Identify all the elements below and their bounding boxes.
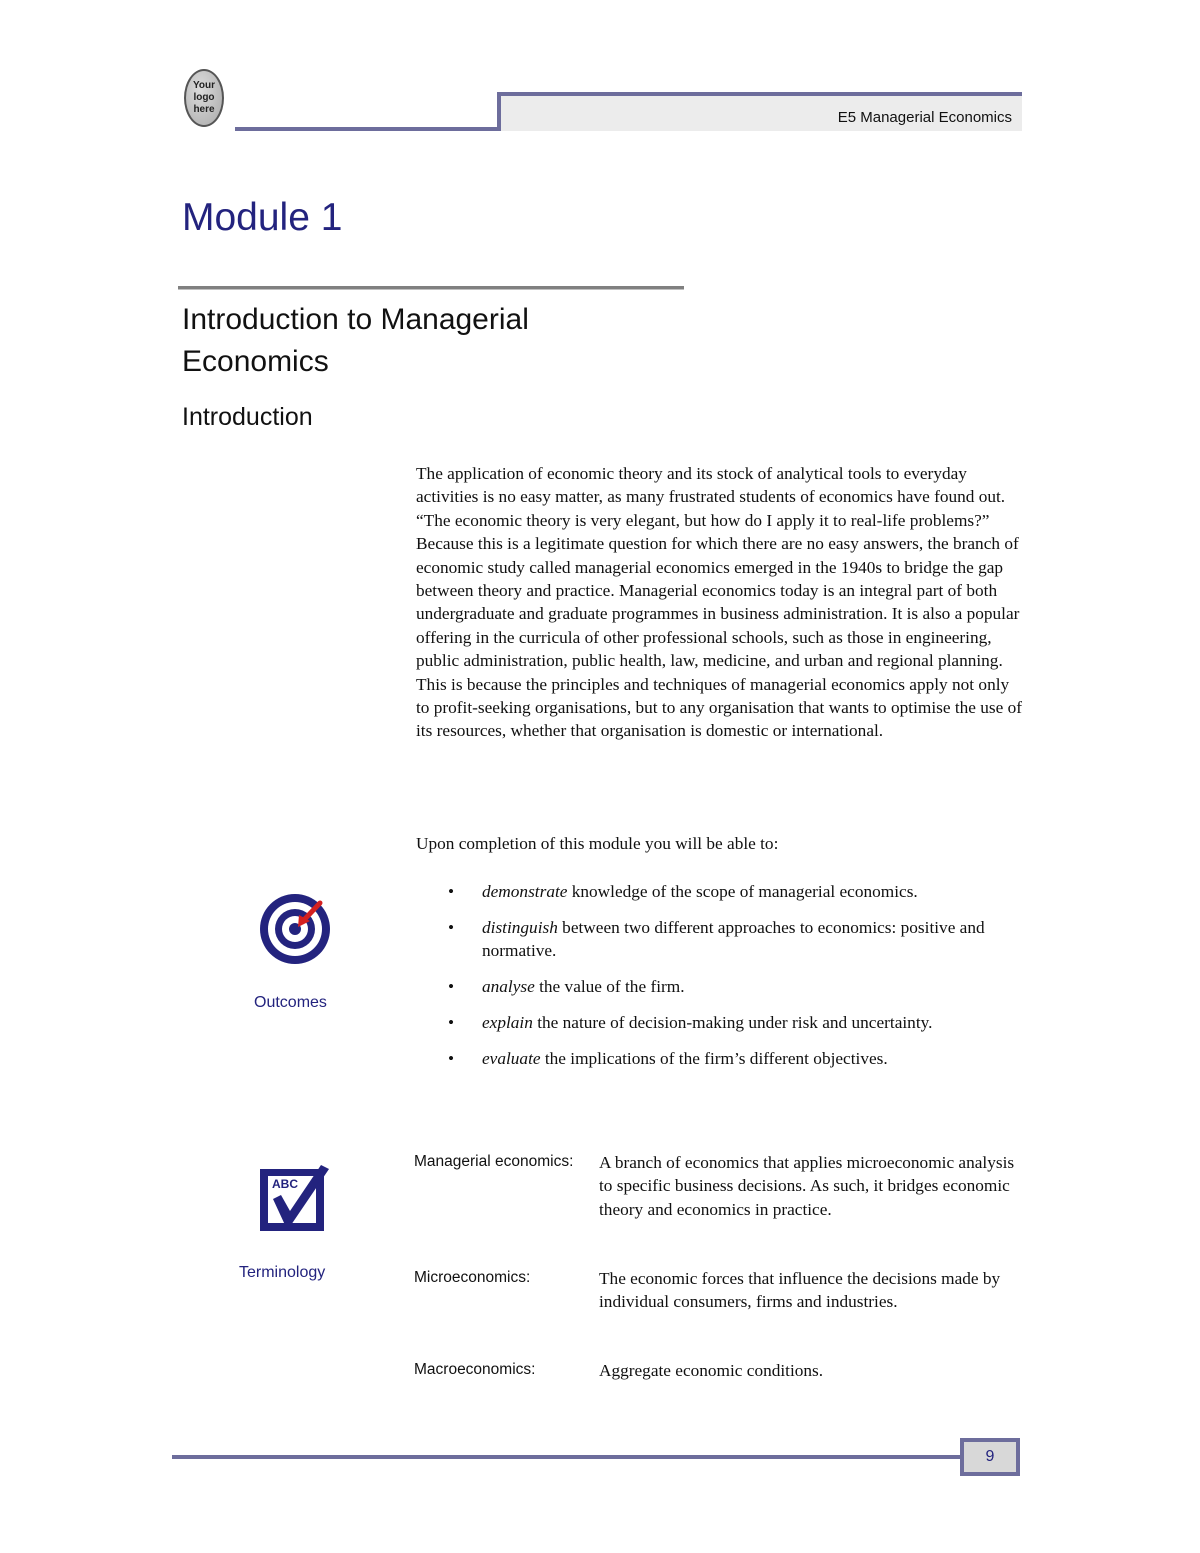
page-number (960, 1438, 1020, 1476)
course-title: E5 Managerial Economics (837, 109, 1012, 126)
module-title: Module 1 (182, 196, 343, 239)
term-managerial-economics: Managerial economics: (414, 1153, 574, 1170)
definition-macroeconomics: Aggregate economic conditions. (599, 1361, 824, 1380)
outcome-verb: demonstrate (482, 882, 568, 901)
bullet: • (448, 918, 455, 937)
bullet: • (448, 1013, 455, 1032)
outcome-item (416, 916, 1026, 962)
header-rule-top (497, 92, 1022, 96)
chapter-title: Introduction to Managerial Economics (182, 303, 529, 378)
outcomes-label: Outcomes (254, 994, 327, 1011)
outcome-item (416, 880, 1026, 903)
outcome-verb: explain (482, 1013, 533, 1032)
footer-rule (172, 1455, 962, 1459)
outcome-item (416, 1047, 1026, 1070)
outcome-text: the nature of decision-making under risk and uncertainty. (532, 1013, 933, 1032)
page-number-text: 9 (985, 1448, 995, 1465)
outcome-verb: evaluate (482, 1049, 541, 1068)
bullet: • (448, 977, 455, 996)
outcome-text: the implications of the firm’s different objectives. (540, 1049, 888, 1068)
outcome-item (416, 975, 1026, 998)
title-divider (178, 286, 684, 290)
definition-managerial-economics: A branch of economics that applies microeconomic analysis to specific business decisions. As such, it bridges economic theory and economics in practice. (599, 1153, 1015, 1219)
abc-checkbox-icon (257, 1163, 333, 1235)
bullet: • (448, 1049, 455, 1068)
outcome-text: knowledge of the scope of managerial economics. (567, 882, 918, 901)
outcome-text: between two different approaches to economics: positive and normative. (482, 918, 985, 960)
outcome-verb: distinguish (482, 918, 558, 937)
terminology-label: Terminology (239, 1264, 326, 1281)
outcome-text: the value of the firm. (534, 977, 685, 996)
target-icon (258, 891, 334, 967)
outcome-verb: analyse (482, 977, 535, 996)
term-microeconomics: Microeconomics: (414, 1269, 531, 1286)
header-rule-left (235, 127, 501, 131)
bullet: • (448, 882, 455, 901)
logo-placeholder (184, 69, 224, 127)
abc-text: ABC (272, 1177, 298, 1191)
outcome-item (416, 1011, 1026, 1034)
outcomes-list (416, 880, 1026, 1083)
term-macroeconomics: Macroeconomics: (414, 1361, 536, 1378)
intro-paragraph: The application of economic theory and its stock of analytical tools to everyday activities is no easy matter, as many frustrated students of economics have found out. “The economic theory is very elegant, but how do I apply it to real-life problems?” Because this is a legitimate question for which there are no easy answers, the branch of economic study called managerial economics emerged in the 1940s to bridge the gap between theory and practice. Managerial economics today is an integral part of both undergraduate and graduate programmes in business administration. It is also a popular offering in the curricula of other professional schools, such as those in engineering, public administration, public health, law, medicine, and urban and regional planning. This is because the principles and techniques of managerial economics apply not only to profit-seeking organisations, but to any organisation that wants to optimise the use of its resources, whether that organisation is domestic or international. (416, 464, 1023, 741)
outcomes-lead: Upon completion of this module you will be able to: (416, 834, 779, 853)
header-rule-step (497, 92, 501, 131)
definition-microeconomics: The economic forces that influence the decisions made by individual consumers, firms and industries. (599, 1269, 1001, 1312)
logo-text: Your logo here (192, 80, 216, 115)
section-heading: Introduction (182, 403, 313, 431)
